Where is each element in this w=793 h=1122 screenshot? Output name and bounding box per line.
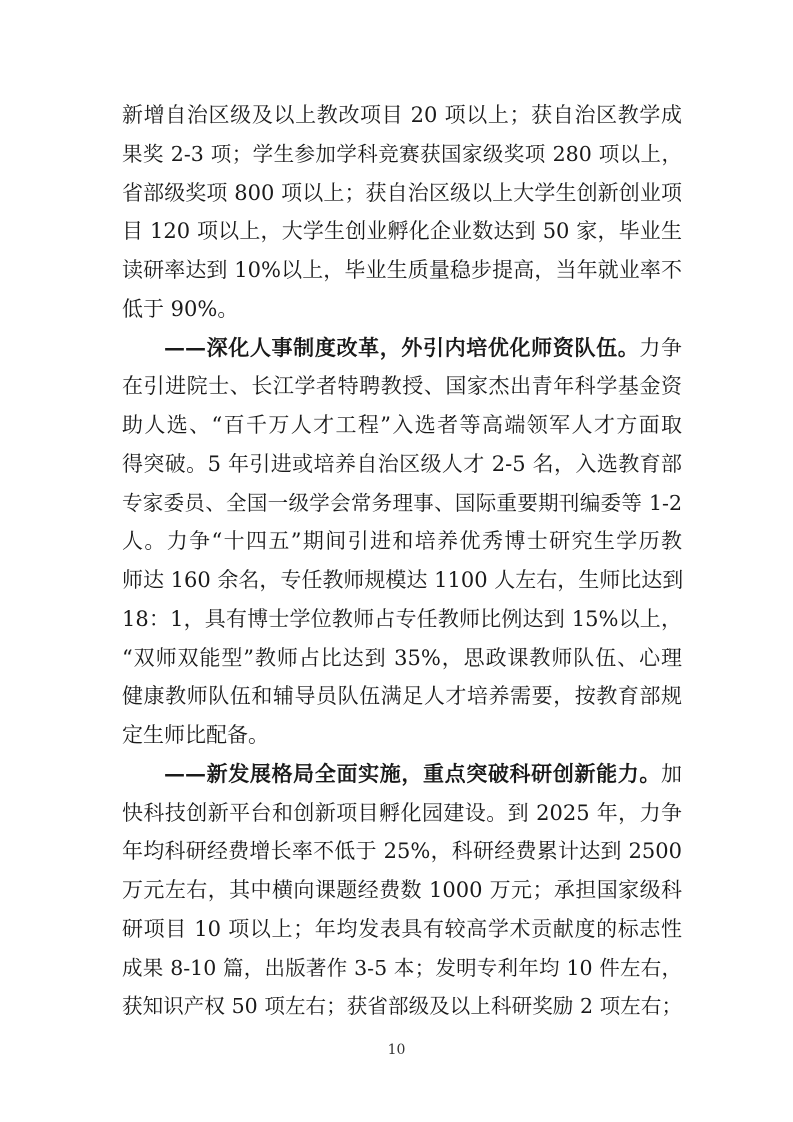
body-text-line: 师达 160 余名，专任教师规模达 1100 人左右，生师比达到: [122, 568, 684, 592]
section-lead-heading: ——新发展格局全面实施，重点突破科研创新能力。: [164, 760, 661, 786]
body-text-line: 果奖 2-3 项；学生参加学科竞赛获国家级奖项 280 项以上，: [122, 141, 682, 166]
body-text-line: 成果 8-10 篇，出版著作 3-5 本；发明专利年均 10 件左右，: [122, 955, 682, 980]
paragraph-first-line: [164, 333, 682, 363]
body-text-span: 力争: [639, 335, 683, 360]
body-text-line: 新增自治区级及以上教改项目 20 项以上；获自治区教学成: [122, 103, 682, 127]
body-text-line: 得突破。5 年引进或培养自治区级人才 2-5 名，入选教育部: [122, 451, 682, 476]
body-text-line: 低于 90%。: [122, 296, 239, 321]
body-text-line: 助人选、“百千万人才工程”入选者等高端领军人才方面取: [122, 413, 682, 437]
body-text-line: 人。力争“十四五”期间引进和培养优秀博士研究生学历教: [122, 529, 682, 554]
body-text-line: 目 120 项以上，大学生创业孵化企业数达到 50 家，毕业生: [122, 219, 682, 244]
body-text-line: 18：1，具有博士学位教师占专任教师比例达到 15%以上，: [122, 606, 682, 631]
body-text-line: 获知识产权 50 项左右；获省部级及以上科研奖励 2 项左右；: [122, 994, 682, 1019]
body-text-line: 专家委员、全国一级学会常务理事、国际重要期刊编委等 1-2: [122, 490, 682, 515]
body-text-span: 加: [661, 761, 682, 786]
body-text-line: 万元左右，其中横向课题经费数 1000 万元；承担国家级科: [122, 878, 682, 902]
body-text-line: 健康教师队伍和辅导员队伍满足人才培养需要，按教育部规: [122, 684, 682, 709]
body-text-line: 研项目 10 项以上；年均发表具有较高学术贡献度的标志性: [122, 916, 682, 941]
paragraph-first-line: [164, 759, 682, 789]
body-text-line: 读研率达到 10%以上，毕业生质量稳步提高，当年就业率不: [122, 258, 682, 282]
body-text-line: 年均科研经费增长率不低于 25%，科研经费累计达到 2500: [122, 839, 682, 864]
body-text-line: 定生师比配备。: [122, 723, 269, 747]
page-number: 10: [387, 1042, 406, 1058]
body-text-line: “双师双能型”教师占比达到 35%，思政课教师队伍、心理: [122, 645, 682, 670]
body-text-line: 省部级奖项 800 项以上；获自治区级以上大学生创新创业项: [122, 180, 682, 205]
body-text-line: 快科技创新平台和创新项目孵化园建设。到 2025 年，力争: [122, 800, 682, 825]
section-lead-heading: ——深化人事制度改革，外引内培优化师资队伍。: [164, 334, 640, 360]
body-text-line: 在引进院士、长江学者特聘教授、国家杰出青年科学基金资: [122, 374, 682, 399]
